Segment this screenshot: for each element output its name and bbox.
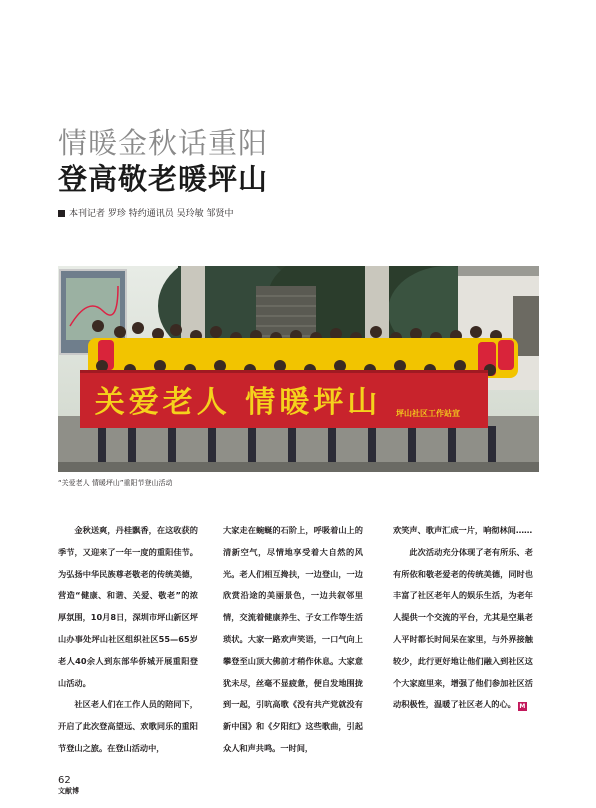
end-mark-icon: M [519,703,526,711]
byline-text: 本刊记者 罗珍 特约通讯员 吴玲敏 邹贤中 [69,209,234,219]
banner-text: 关爱老人 情暖坪山 [94,385,382,420]
body-column-2 [223,520,363,760]
body-paragraph: 社区老人们在工作人员的陪同下，开启了此次登高望远、欢歌同乐的重阳节登山之旅。在登山活动中， [58,699,198,753]
group-photo-illustration [58,266,539,472]
article-title-line1: 情暖金秋话重阳 [58,126,269,160]
body-paragraph: 欢笑声、歌声汇成一片，响彻林间…… [393,525,533,535]
body-paragraph-text: 此次活动充分体现了老有所乐、老有所依和敬老爱老的传统美德，同时也丰富了社区老年人的娱乐生活，为老年人提供一个交流的平台，尤其是空巢老人平时都长时间呆在家里，与外界接触较少，此行更好地让他们融入到社区这个大家庭里来，增强了他们参加社区活动积极性，温暖了社区老人的心。 [393,546,533,710]
page-number: 62 [58,775,71,786]
body-paragraph: 大家走在蜿蜒的石阶上，呼吸着山上的清新空气，尽情地享受着大自然的风光。老人们相互搀扶，一边登山，一边欣赏沿途的美丽景色，一边共叙邻里情，交流着健康养生、子女工作等生活琐状。大家一路欢声笑语，一口气向上攀登至山顶大佛前才稍作休息。大家意犹未尽，丝毫不显疲惫，便自发地围拢到一起，引吭高歌《没有共产党就没有新中国》和《夕阳红》这些歌曲，引起众人和声共鸣。一时间， [223,525,363,753]
square-bullet-icon [58,210,65,217]
magazine-name: 文献博 [58,787,79,795]
byline [58,208,233,220]
group-photo [58,266,539,472]
article-title-line2: 登高敬老暖坪山 [58,162,269,196]
body-column-1 [58,520,198,760]
body-paragraph: 金秋送爽，丹桂飘香，在这收获的季节，又迎来了一年一度的重阳佳节。为弘扬中华民族尊老敬老的传统美德，营造“健康、和谐、关爱、敬老”的浓厚氛围，10月8日，深圳市坪山新区坪山办事处坪山社区组织社区55—65岁老人40余人到东部华侨城开展重阳登山活动。 [58,525,198,688]
body-column-3 [393,520,533,716]
photo-caption: “关爱老人 情暖坪山”重阳节登山活动 [58,479,173,487]
body-paragraph-final [393,542,533,716]
banner-sub-text: 坪山社区工作站宣 [396,409,460,418]
